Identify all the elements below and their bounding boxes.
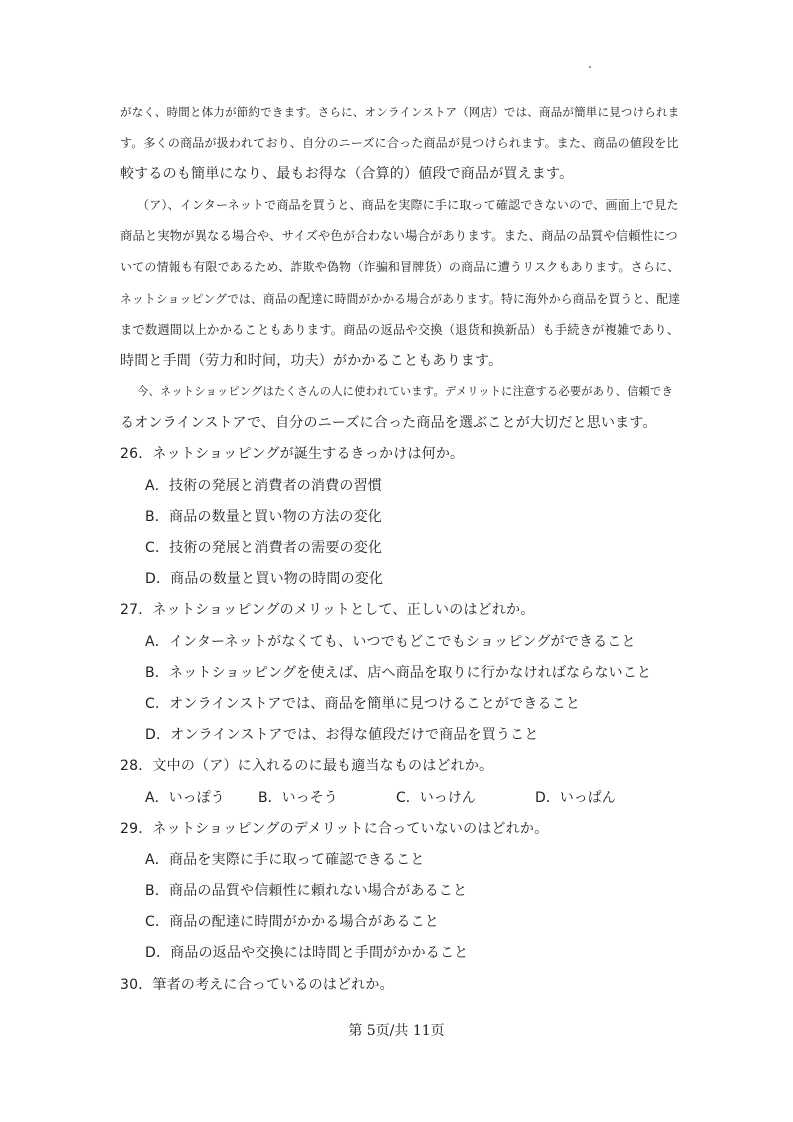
- question-26-option-c: C．技術の発展と消費者の需要の変化: [145, 540, 383, 556]
- question-28-options: [145, 789, 645, 807]
- question-29-option-c: C．商品の配達に時間がかかる場合があること: [145, 914, 439, 930]
- question-26-option-a: A．技術の発展と消費者の消費の習慣: [145, 478, 382, 494]
- question-26-option-b: B．商品の数量と買い物の方法の変化: [145, 509, 383, 525]
- question-30-stem: 30．筆者の考えに合っているのはどれか。: [120, 977, 394, 993]
- question-27-option-c: C．オンラインストアでは、商品を簡単に見つけることができること: [145, 696, 581, 712]
- passage-p1-line3: 較するのも簡単になり、最もお得な（合算的）値段で商品が買えます。: [120, 166, 574, 182]
- passage-p2-line6: 時間と手間（劳力和时间，功夫）がかかることもあります。: [120, 353, 503, 369]
- question-28-option-a: A．いっぽう: [145, 790, 225, 806]
- question-28-option-c: C．いっけん: [396, 790, 476, 806]
- question-27-option-a: A．インターネットがなくても、いつでもどこでもショッピングができること: [145, 634, 636, 650]
- question-26-stem: 26．ネットショッピングが誕生するきっかけは何か。: [120, 446, 465, 462]
- scan-speck: [589, 66, 591, 68]
- passage-p3-line2: るオンラインストアで、自分のニーズに合った商品を選ぶことが大切だと思います。: [120, 415, 657, 431]
- question-27-option-d: D．オンラインストアでは、お得な値段だけで商品を買うこと: [145, 727, 539, 743]
- question-27-option-b: B．ネットショッピングを使えば、店へ商品を取りに行かなければならないこと: [145, 665, 652, 681]
- question-29-stem: 29．ネットショッピングのデメリットに合っていないのはどれか。: [120, 821, 549, 837]
- question-29-option-d: D．商品の返品や交換には時間と手間がかかること: [145, 945, 469, 961]
- passage-p1-line2: す。多くの商品が扱われており、自分のニーズに合った商品が見つけられます。また、商品の値段を比: [120, 136, 679, 150]
- passage-p2-line3: いての情報も有限であるため、詐欺や偽物（诈骗和冒牌货）の商品に遭うリスクもあります。さらに、: [120, 260, 680, 274]
- question-28-option-b: B．いっそう: [258, 790, 338, 806]
- question-28-stem: 28．文中の（ア）に入れるのに最も適当なものはどれか。: [120, 758, 494, 774]
- passage-p2-line4: ネットショッピングでは、商品の配達に時間がかかる場合があります。特に海外から商品を買うと、配達: [120, 292, 681, 306]
- question-28-option-d: D．いっぱん: [535, 790, 616, 806]
- passage-p2-line2: 商品と実物が異なる場合や、サイズや色が合わない場合があります。また、商品の品質や信頼性につ: [120, 229, 678, 243]
- passage-p1-line1: がなく、時間と体力が節約できます。さらに、オンラインストア（网店）では、商品が簡単に見つけられま: [120, 105, 680, 119]
- question-29-option-a: A．商品を実際に手に取って確認できること: [145, 852, 425, 868]
- question-29-option-b: B．商品の品質や信頼性に頼れない場合があること: [145, 883, 468, 899]
- passage-p2-line5: まで数週間以上かかることもあります。商品の返品や交換（退货和换新品）も手続きが複雑であり、: [120, 323, 680, 337]
- passage-p3-line1: 今、ネットショッピングはたくさんの人に使われています。デメリットに注意する必要があり、信頼でき: [137, 385, 673, 398]
- page-number: 第 5页/共 11页: [348, 1023, 445, 1039]
- question-27-stem: 27．ネットショッピングのメリットとして、正しいのはどれか。: [120, 602, 535, 618]
- question-26-option-d: D．商品の数量と買い物の時間の変化: [145, 571, 384, 587]
- passage-p2-line1: （ア）、インターネットで商品を買うと、商品を実際に手に取って確認できないので、画面上で見た: [137, 198, 679, 212]
